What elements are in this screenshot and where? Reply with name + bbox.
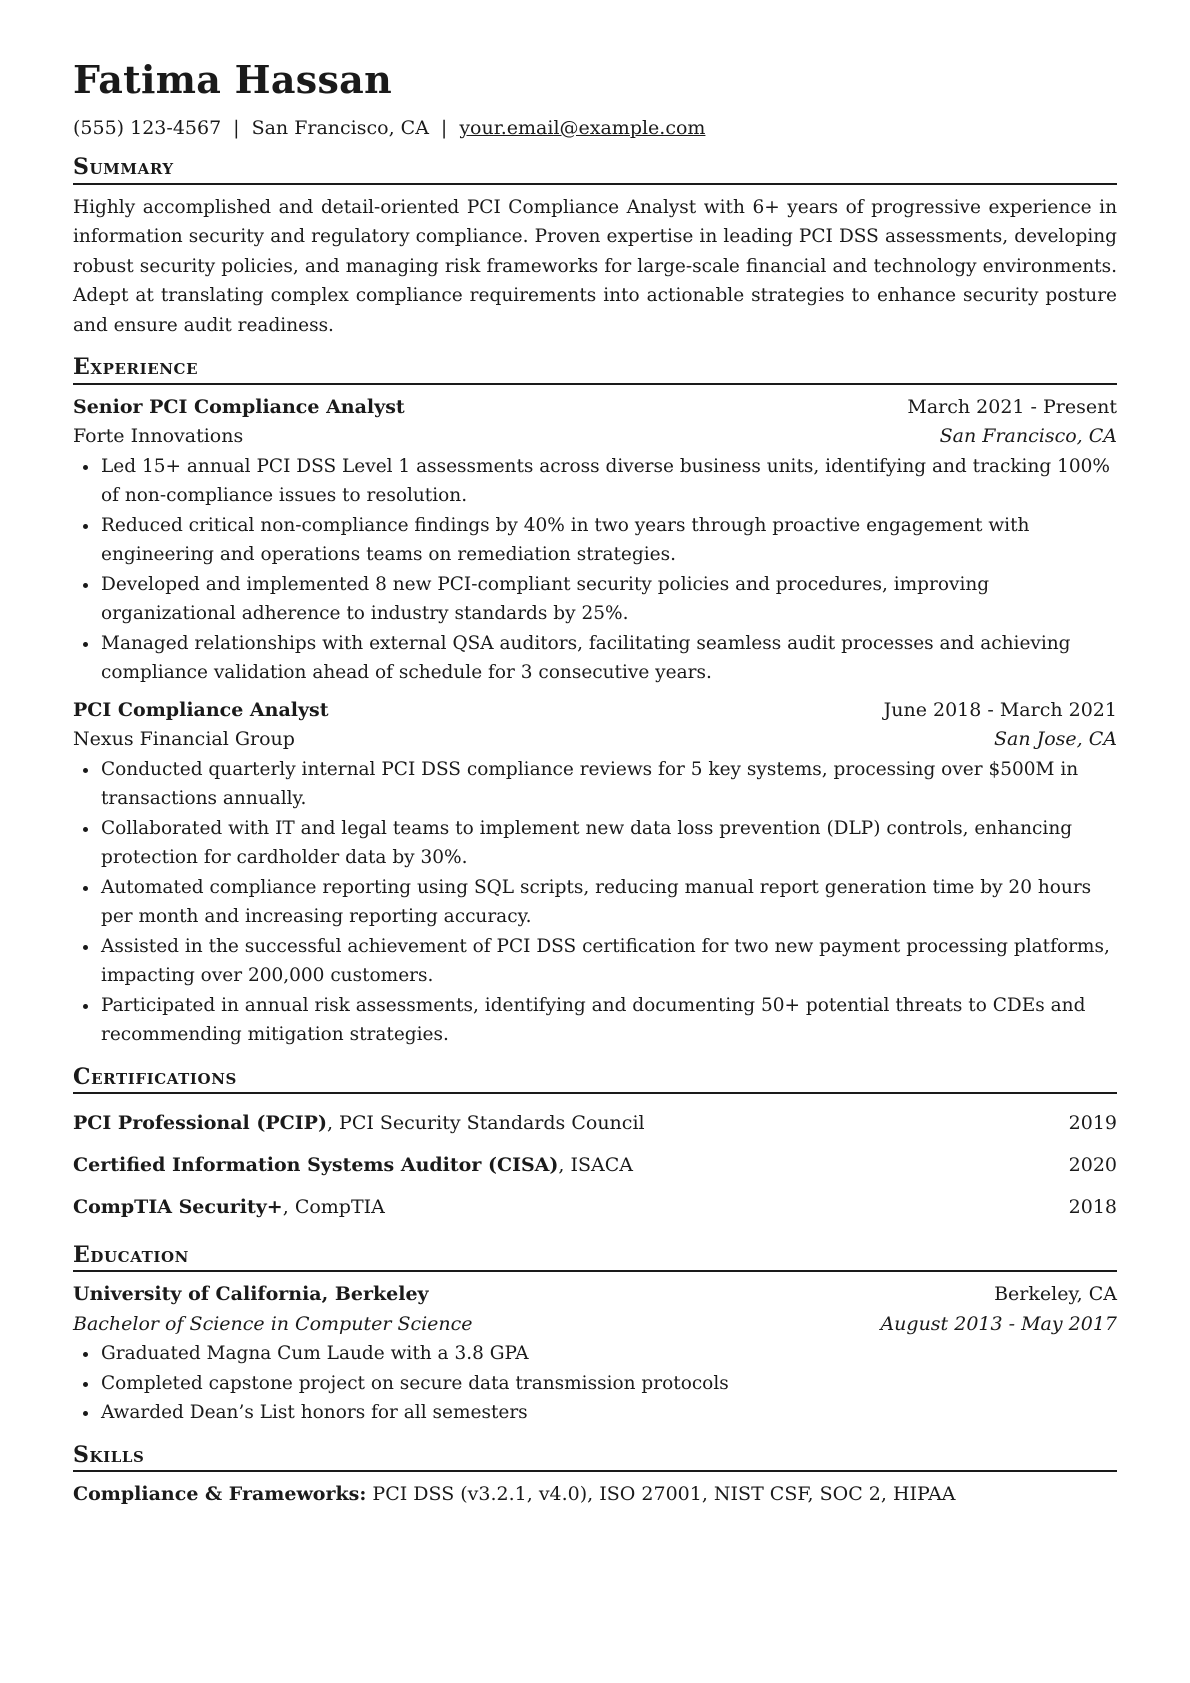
list-item: • Led 15+ annual PCI DSS Level 1 assessments across diverse business units, identifying and tracking 100% of non-compliance issues to resolution.	[100, 452, 1117, 511]
list-item: • Awarded Dean’s List honors for all semesters	[100, 1398, 1117, 1428]
list-item: • Collaborated with IT and legal teams to implement new data loss prevention (DLP) controls, enhancing protection for cardholder data by 30%.	[100, 814, 1117, 873]
certifications-section	[73, 1064, 1117, 1228]
email-link[interactable]: your.email@example.com	[459, 116, 706, 139]
job-dates: March 2021 - Present	[907, 395, 1117, 418]
list-item: • Managed relationships with external QSA auditors, facilitating seamless audit processes and achieving compliance validation ahead of schedule for 3 consecutive years.	[100, 629, 1117, 688]
job-role: PCI Compliance Analyst	[73, 698, 329, 721]
job-bullets	[73, 755, 1117, 1050]
section-title-summary: Summary	[73, 154, 1117, 184]
job-subheader	[73, 725, 1117, 755]
certification-row	[73, 1144, 1117, 1186]
section-title-certifications: Certifications	[73, 1064, 1117, 1094]
list-item: • Conducted quarterly internal PCI DSS compliance reviews for 5 key systems, processing over $500M in transactions annually.	[100, 755, 1117, 814]
candidate-name: Fatima Hassan	[73, 57, 393, 102]
skills-section	[73, 1442, 1117, 1510]
school-location: Berkeley, CA	[994, 1283, 1117, 1306]
certification-year: 2020	[1068, 1154, 1117, 1177]
job-role: Senior PCI Compliance Analyst	[73, 395, 405, 418]
certification-issuer: , PCI Security Standards Council	[326, 1112, 645, 1135]
job-entry	[73, 393, 1117, 688]
job-company: Forte Innovations	[73, 425, 244, 448]
section-title-skills: Skills	[73, 1442, 1117, 1472]
summary-text: Highly accomplished and detail-oriented PCI Compliance Analyst with 6+ years of progressive experience in information security and regulatory compliance. Proven expertise in leading PCI DSS assessments, developing robust security policies, and managing risk frameworks for large-scale financial and technology environments. Adept at translating complex compliance requirements into actionable strategies to enhance security posture and ensure audit readiness.	[73, 196, 1117, 336]
job-location: San Jose, CA	[993, 728, 1117, 751]
job-header	[73, 393, 1117, 423]
degree-name: Bachelor of Science in Computer Science	[73, 1312, 473, 1335]
certification-text	[73, 1102, 645, 1144]
section-title-education: Education	[73, 1242, 1117, 1272]
education-section	[73, 1242, 1117, 1428]
education-bullets	[73, 1339, 1117, 1428]
job-dates: June 2018 - March 2021	[883, 698, 1117, 721]
list-item: • Developed and implemented 8 new PCI-compliant security policies and procedures, improving organizational adherence to industry standards by 25%.	[100, 570, 1117, 629]
job-subheader	[73, 422, 1117, 452]
certification-name: PCI Professional (PCIP)	[73, 1112, 327, 1135]
job-bullets	[73, 452, 1117, 688]
certification-year: 2019	[1068, 1112, 1117, 1135]
contact-separator: |	[233, 116, 240, 139]
contact-separator: |	[440, 116, 448, 139]
certification-row	[73, 1186, 1117, 1228]
contact-line	[73, 116, 1117, 141]
certification-row	[73, 1102, 1117, 1144]
experience-section	[73, 354, 1117, 1049]
school-name: University of California, Berkeley	[73, 1283, 429, 1306]
list-item: • Reduced critical non-compliance findings by 40% in two years through proactive engagement with engineering and operations teams on remediation strategies.	[100, 511, 1117, 570]
skills-value: PCI DSS (v3.2.1, v4.0), ISO 27001, NIST CSF, SOC 2, HIPAA	[366, 1483, 956, 1506]
certification-text	[73, 1186, 385, 1228]
job-company: Nexus Financial Group	[73, 728, 295, 751]
certification-issuer: , ISACA	[558, 1154, 634, 1177]
certification-name: Certified Information Systems Auditor (CISA)	[73, 1154, 559, 1177]
skills-label: Compliance & Frameworks:	[73, 1483, 367, 1506]
list-item: • Graduated Magna Cum Laude with a 3.8 GPA	[100, 1339, 1117, 1369]
job-entry	[73, 696, 1117, 1050]
certification-name: CompTIA Security+	[73, 1196, 283, 1219]
contact-location: San Francisco, CA	[251, 116, 429, 139]
section-title-experience: Experience	[73, 354, 1117, 384]
list-item: • Completed capstone project on secure data transmission protocols	[100, 1369, 1117, 1399]
certification-issuer: , CompTIA	[282, 1196, 385, 1219]
education-dates: August 2013 - May 2017	[880, 1312, 1117, 1335]
education-header	[73, 1280, 1117, 1310]
skills-line	[73, 1480, 1117, 1510]
certification-year: 2018	[1068, 1196, 1117, 1219]
summary-section	[73, 154, 1117, 340]
job-header	[73, 696, 1117, 726]
phone-number: (555) 123-4567	[73, 116, 222, 139]
list-item: • Automated compliance reporting using SQL scripts, reducing manual report generation time by 20 hours per month and increasing reporting accuracy.	[100, 873, 1117, 932]
education-subheader	[73, 1310, 1117, 1340]
list-item: • Participated in annual risk assessments, identifying and documenting 50+ potential threats to CDEs and recommending mitigation strategies.	[100, 991, 1117, 1050]
job-location: San Francisco, CA	[939, 425, 1117, 448]
list-item: • Assisted in the successful achievement of PCI DSS certification for two new payment processing platforms, impacting over 200,000 customers.	[100, 932, 1117, 991]
certification-text	[73, 1144, 633, 1186]
